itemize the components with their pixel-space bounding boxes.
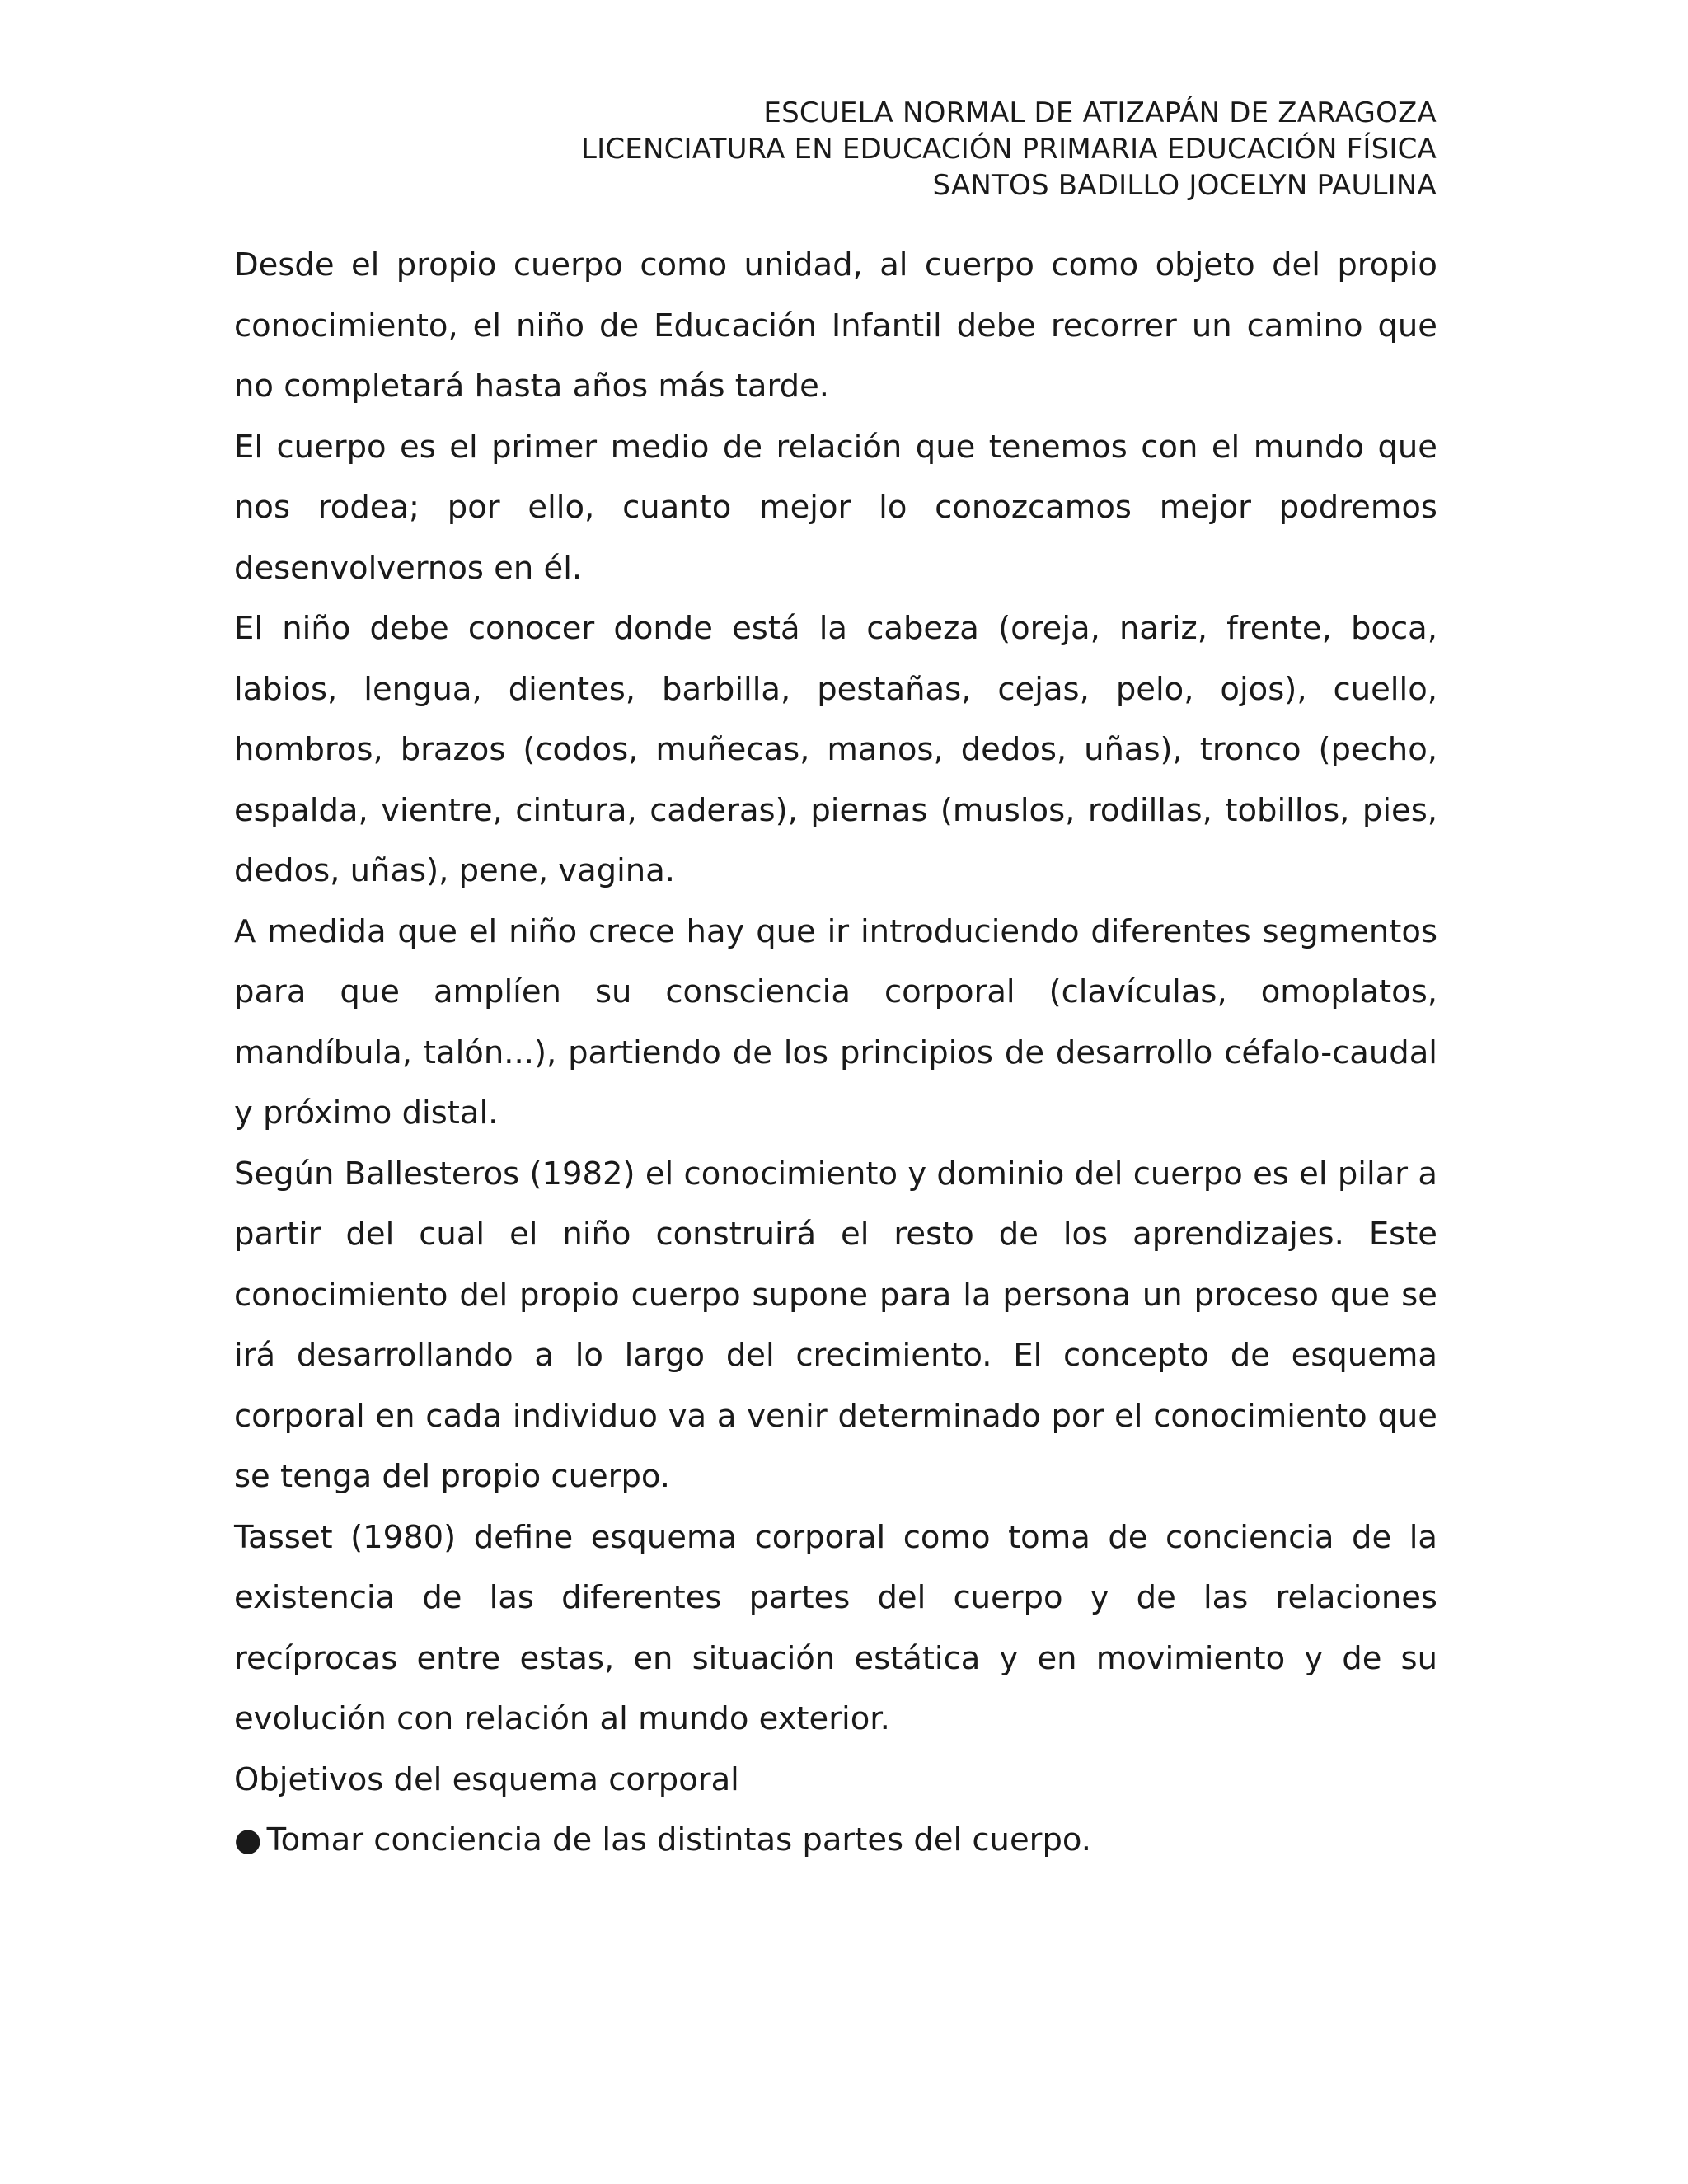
paragraph-tasset: Tasset (1980) define esquema corporal como toma de conciencia de la existencia de las diferentes partes del cuerpo y de las relaciones recíprocas entre estas, en situación estática y en movimiento y de su evolución con relación al mundo exterior.: [234, 1518, 1437, 1737]
objective-list-item: [234, 1810, 1437, 1871]
paragraph-body-parts: El niño debe conocer donde está la cabeza (oreja, nariz, frente, boca, labios, lengua, dientes, barbilla, pestañas, cejas, pelo, ojos), cuello, hombros, brazos (codos, muñecas, manos, dedos, uñas), tronco (pecho, espalda, vientre, cintura, caderas), piernas (muslos, rodillas, tobillos, pies, dedos, uñas), pene, vagina.: [234, 610, 1437, 889]
paragraph-ballesteros: Según Ballesteros (1982) el conocimiento y dominio del cuerpo es el pilar a partir del cual el niño construirá el resto de los aprendizajes. Este conocimiento del propio cuerpo supone para la persona un proceso que se irá desarrollando a lo largo del crecimiento. El concepto de esquema corporal en cada individuo va a venir determinado por el conocimiento que se tenga del propio cuerpo.: [234, 1155, 1437, 1495]
header-school-name: ESCUELA NORMAL DE ATIZAPÁN DE ZARAGOZA: [763, 96, 1437, 129]
header-degree-program: LICENCIATURA EN EDUCACIÓN PRIMARIA EDUCACIÓN FÍSICA: [580, 133, 1437, 166]
paragraph-body-as-unit: Desde el propio cuerpo como unidad, al cuerpo como objeto del propio conocimiento, el niño de Educación Infantil debe recorrer un camino que no completará hasta años más tarde.: [234, 246, 1437, 405]
paragraph-body-relation: El cuerpo es el primer medio de relación que tenemos con el mundo que nos rodea; por ello, cuanto mejor lo conozcamos mejor podremos desenvolvernos en él.: [234, 428, 1437, 587]
bullet-icon: ●: [234, 1821, 262, 1858]
document-body: [234, 235, 1437, 1871]
objectives-heading: Objetivos del esquema corporal: [234, 1760, 739, 1798]
objective-item-text: Tomar conciencia de las distintas partes del cuerpo.: [266, 1821, 1092, 1858]
header-author-name: SANTOS BADILLO JOCELYN PAULINA: [932, 169, 1437, 202]
paragraph-body-segments: A medida que el niño crece hay que ir introduciendo diferentes segmentos para que amplíen su consciencia corporal (clavículas, omoplatos, mandíbula, talón...), partiendo de los principios de desarrollo céfalo-caudal y próximo distal.: [234, 912, 1437, 1132]
document-header: [581, 95, 1437, 204]
